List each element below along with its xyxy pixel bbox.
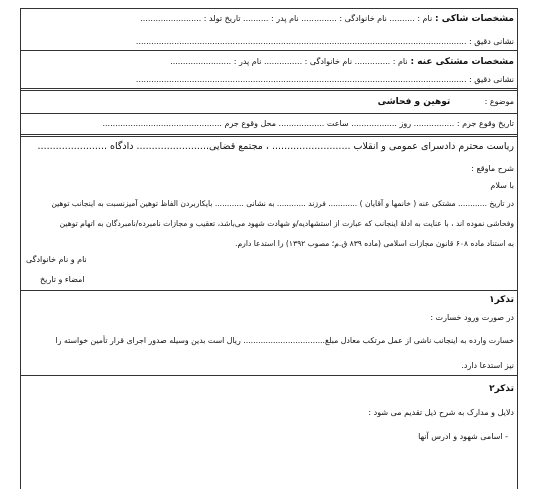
complainant-fields: نام : .......... نام خانوادگی : .............. نام پدر : .......... تاریخ تولد : ........................: [140, 14, 433, 23]
defendant-fields: نام : .............. نام خانوادگی : ............... نام پدر : ........................: [170, 57, 408, 66]
witness-list-item: - اسامی شهود و ادرس آنها: [418, 432, 508, 441]
subject-label: موضوع :: [484, 97, 514, 106]
complainant-heading: مشخصات شاکی :: [435, 14, 514, 24]
divider: [20, 88, 517, 91]
incident-info: تاریخ وقوع جرم : ................ روز .................. ساعت .................. محل وقوع جرم ...............................................: [102, 119, 514, 128]
sharh-label: شرح ماوقع :: [471, 164, 514, 173]
name-label: نام و نام خانوادگی: [26, 255, 87, 264]
divider: [20, 50, 517, 51]
divider: [20, 134, 517, 137]
body-line-3: به استناد ماده ۶۰۸ قانون مجازات اسلامی (ماده ۸۳۹ ق.م؛ مصوب ۱۳۹۲) را استدعا دارم.: [235, 239, 514, 248]
defendant-section: [170, 57, 514, 67]
note1-line2: خسارت وارده به اینجانب ناشی از عمل مرتکب معادل مبلغ................................. ریال است بدین وسیله صدور اجرای قرار تأمین خواسته را: [55, 336, 514, 345]
salam-text: با سلام: [490, 181, 514, 190]
subject-value: توهین و فحاشی: [377, 97, 451, 107]
note2-line1: دلایل و مدارک به شرح ذیل تقدیم می شود :: [368, 408, 514, 417]
note1-line3: نیز استدعا دارد.: [461, 361, 514, 370]
note2-title: تذکر۲: [489, 384, 514, 394]
divider: [20, 375, 517, 376]
signature-label: امضاء و تاریخ: [40, 275, 85, 284]
defendant-heading: مشخصات مشتکی عنه :: [410, 57, 514, 67]
note1-line1: در صورت ورود خسارت :: [430, 313, 514, 322]
body-line-2: وفحاشی نموده اند ، با عنایت به ادلهٔ اینجانب که عبارت از استشهادیه/و شهادت شهود می‌باشد، تعقیب و مجازات نامبرده/نامبردگان به اتهام توهین: [59, 219, 514, 228]
complainant-address: نشانی دقیق : ..................................................................................................................................: [135, 37, 514, 46]
subject-row: [378, 97, 514, 107]
divider: [20, 290, 517, 291]
defendant-address: نشانی دقیق : ..................................................................................................................................: [135, 75, 514, 84]
complainant-section: [140, 14, 514, 24]
divider: [20, 113, 517, 114]
body-line-1: در تاریخ ............ مشتکی عنه ( خانمها و آقایان ) ............ فرزند ............ به نشانی ............ بایکاربردن الفاظ توهین آمیزنسبت به اینجانب توهین: [51, 199, 514, 208]
note1-title: تذکر۱: [489, 295, 514, 305]
letter-address: ریاست محترم دادسرای عمومی و انقلاب .......................... ، مجتمع قضایی........................ دادگاه .......................: [37, 141, 514, 152]
